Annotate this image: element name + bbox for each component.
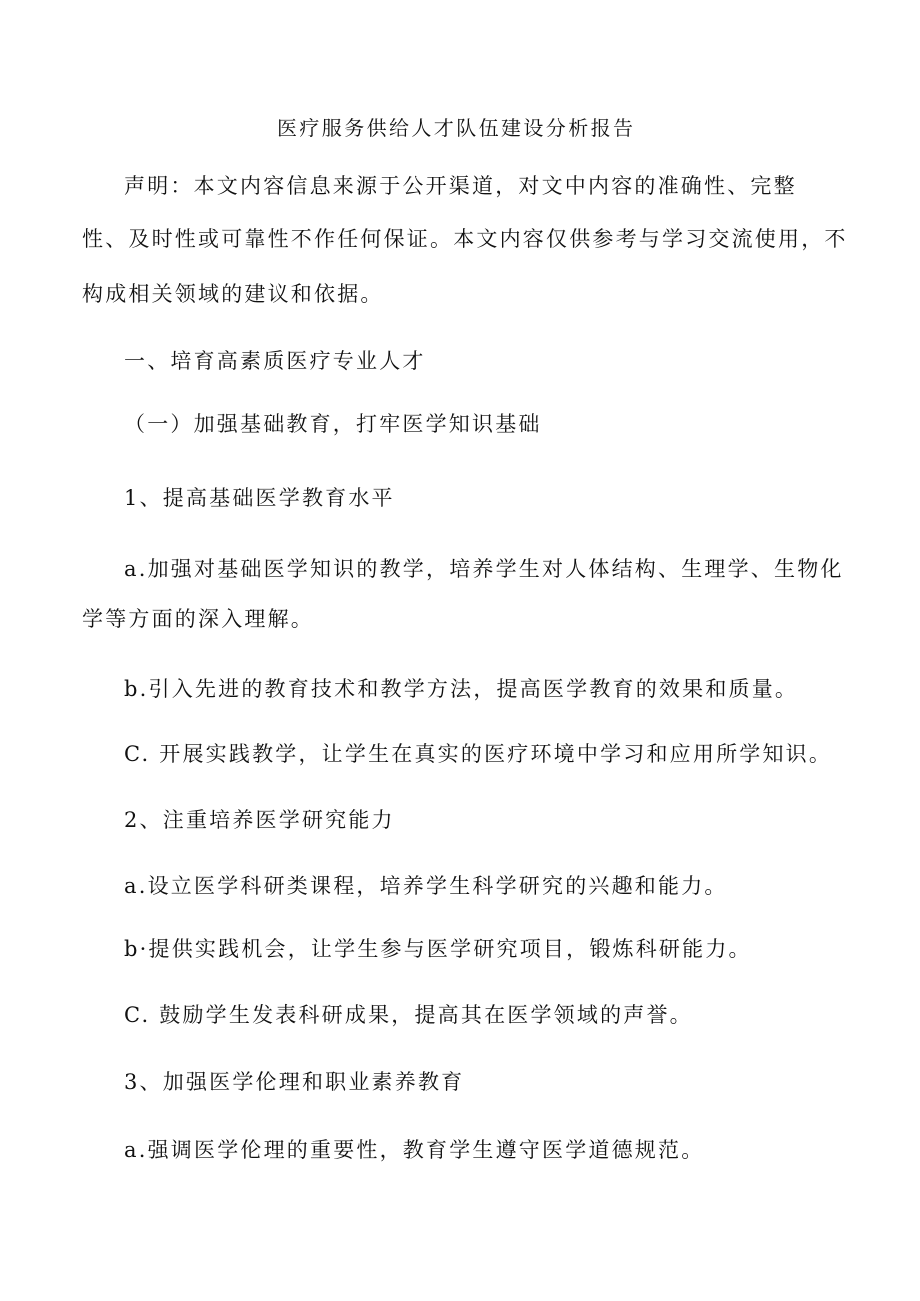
document-title: 医疗服务供给人才队伍建设分析报告 (277, 116, 636, 140)
item-heading-2: 2、注重培养医学研究能力 (124, 808, 395, 832)
disclaimer-line-2: 性、及时性或可靠性不作任何保证。本文内容仅供参考与学习交流使用，不 (82, 227, 848, 251)
item-3-point-a: a.强调医学伦理的重要性，教育学生遵守医学道德规范。 (124, 1138, 705, 1162)
section-heading: 一、培育高素质医疗专业人才 (124, 349, 426, 373)
item-heading-1: 1、提高基础医学教育水平 (124, 486, 395, 510)
item-2-point-c: C. 鼓励学生发表科研成果，提高其在医学领域的声誉。 (124, 1003, 693, 1027)
disclaimer-line-3: 构成相关领域的建议和依据。 (82, 282, 384, 306)
item-1-point-b: b.引入先进的教育技术和教学方法，提高医学教育的效果和质量。 (124, 677, 799, 701)
item-heading-3: 3、加强医学伦理和职业素养教育 (124, 1070, 465, 1094)
disclaimer-line-1: 声明：本文内容信息来源于公开渠道，对文中内容的准确性、完整 (124, 174, 797, 198)
item-1-point-a-line-2: 学等方面的深入理解。 (82, 607, 314, 631)
item-2-point-b: b·提供实践机会，让学生参与医学研究项目，锻炼科研能力。 (124, 937, 752, 961)
item-1-point-a-line-1: a.加强对基础医学知识的教学，培养学生对人体结构、生理学、生物化 (124, 557, 844, 581)
subsection-heading: （一）加强基础教育，打牢医学知识基础 (124, 412, 542, 436)
item-1-point-c: C. 开展实践教学，让学生在真实的医疗环境中学习和应用所学知识。 (124, 742, 833, 766)
item-2-point-a: a.设立医学科研类课程，培养学生科学研究的兴趣和能力。 (124, 874, 728, 898)
